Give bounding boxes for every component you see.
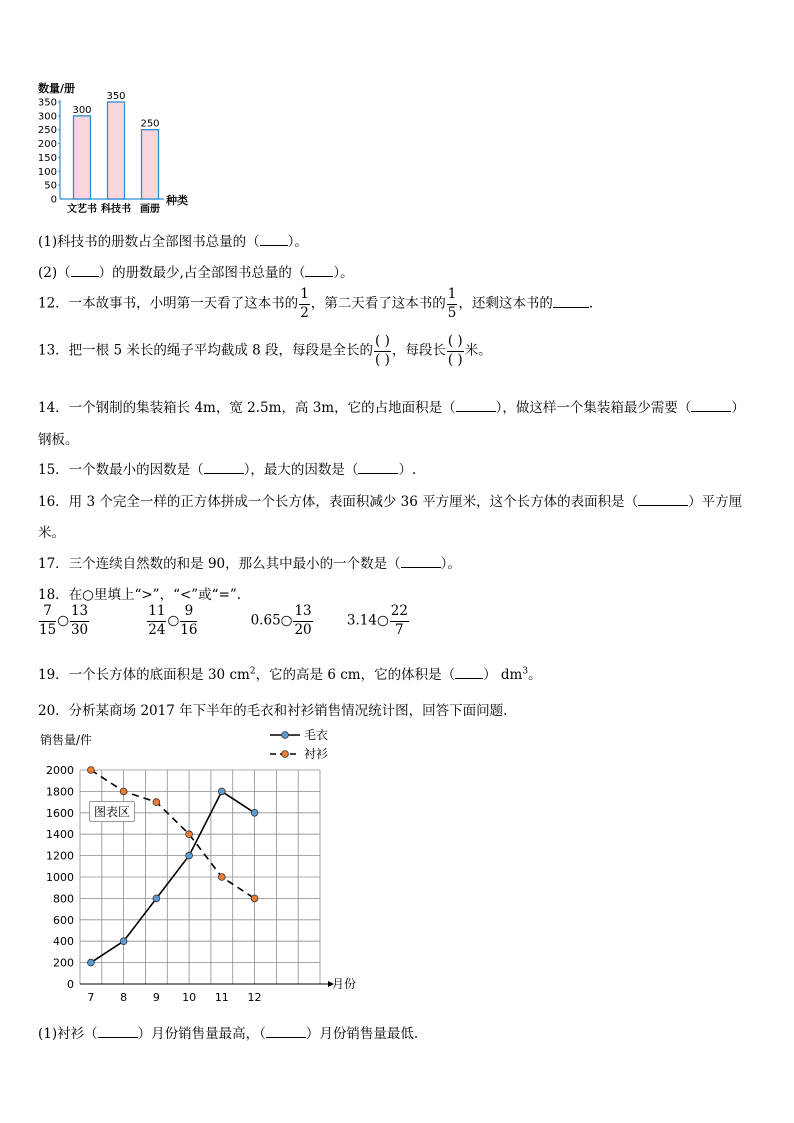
line-x-tick-label: 8 (120, 991, 128, 1004)
series-point-衬衫 (120, 788, 127, 795)
q14-text-c: ） (731, 400, 745, 416)
q12-fraction-2: $\frac{1}{5}$ (447, 286, 457, 321)
q19-text-c: ） (483, 667, 501, 683)
line-x-tick-label: 10 (182, 991, 197, 1004)
line-chart (38, 726, 378, 1010)
line-y-tick-label: 0 (67, 978, 74, 991)
q16-text-a: 16．用 3 个完全一样的正方体拼成一个长方体，表面积减少 36 平方厘米，这个长方体的表面积是（ (38, 494, 639, 510)
q19-unit-dm: dm (500, 667, 523, 683)
q18-item-3: 0.65○ $\frac{13}{20}$ (250, 603, 312, 638)
line-x-tick-label: 12 (247, 991, 262, 1004)
q19-unit-cm: cm (229, 667, 250, 683)
q11-p2-blank-2[interactable] (305, 276, 333, 277)
series-point-毛衣 (218, 788, 225, 795)
line-x-tick-label: 11 (214, 991, 229, 1004)
q15-text-a: 15．一个数最小的因数是（ (38, 462, 204, 478)
q14-text-a: 14．一个钢制的集装箱长 4m，宽 2.5m，高 3m，它的占地面积是（ (38, 400, 456, 416)
q19-text-b: ，它的高是 6 cm，它的体积是（ (255, 667, 456, 683)
series-point-衬衫 (218, 874, 225, 881)
q14-blank-1[interactable] (456, 411, 496, 412)
bar-y-tick-label: 50 (44, 180, 57, 192)
q14-blank-2[interactable] (691, 411, 731, 412)
bar-value-label: 350 (106, 91, 126, 102)
q11-p1-blank[interactable] (260, 245, 288, 246)
bar-y-tick-label: 150 (37, 152, 57, 164)
q14-text-b: ），做这样一个集装箱最少需要（ (495, 400, 692, 416)
q12 (38, 288, 602, 320)
line-y-tick-label: 1000 (46, 871, 74, 884)
q12-text-c: ，还剩这本书的 (458, 295, 553, 312)
line-y-tick-label: 800 (53, 892, 74, 906)
series-point-毛衣 (186, 852, 193, 859)
q13-text-a: 13．把一根 5 米长的绳子平均截成 8 段，每段是全长的 (38, 342, 374, 359)
q18-comparisons (38, 605, 410, 637)
q15-blank-2[interactable] (358, 473, 398, 474)
q17 (38, 552, 461, 572)
series-point-毛衣 (251, 809, 258, 816)
q20-p1-blank-2[interactable] (266, 1037, 306, 1038)
q12-blank[interactable] (553, 307, 589, 308)
line-x-tick-label: 7 (87, 991, 95, 1004)
line-y-tick-label: 1600 (46, 806, 74, 820)
q18-item-2: $\frac{11}{24}$ ○ $\frac{9}{16}$ (148, 603, 198, 638)
q11-p2-text-c: ）。 (333, 265, 354, 281)
q11-part2 (38, 261, 354, 281)
q11-part1 (38, 230, 308, 250)
line-chart-ylabel: 销售量/件 (40, 733, 93, 747)
q15-text-b: ），最大的因数是（ (243, 462, 359, 478)
q15 (38, 458, 416, 478)
legend-marker (282, 732, 289, 739)
q19-sup-1: 2 (249, 666, 256, 677)
q17-blank[interactable] (401, 567, 441, 568)
series-point-毛衣 (153, 895, 160, 902)
q18-item-4: 3.14○ $\frac{22}{7}$ (346, 603, 408, 638)
bar-y-tick-label: 350 (37, 97, 57, 109)
q20-p1-text-b: ）月份销售量最高，（ (137, 1026, 266, 1042)
bar-chart-xlabel: 种类 (166, 194, 188, 207)
q17-text-b: ）。 (440, 556, 461, 572)
q11-p1-text-b: ）。 (287, 234, 308, 250)
series-point-衬衫 (88, 767, 95, 774)
bar-value-label: 250 (140, 118, 160, 130)
q17-text-a: 17．三个连续自然数的和是 90，那么其中最小的一个数是（ (38, 556, 401, 572)
bar-y-tick-label: 250 (37, 125, 57, 137)
q18-item-1: $\frac{7}{15}$ ○ $\frac{13}{30}$ (39, 603, 89, 638)
q14-line2: 钢板。 (38, 432, 79, 448)
q19 (38, 663, 542, 683)
bar-y-tick-label: 200 (37, 139, 57, 151)
q13-fraction-2[interactable]: $\frac{( )}{( )}$ (447, 333, 463, 368)
bar-category-label: 科技书 (101, 204, 131, 215)
q15-text-c: ）. (398, 462, 417, 478)
q19-sup-2: 3 (522, 666, 529, 677)
q20-part1 (38, 1022, 418, 1042)
legend-label: 毛衣 (304, 728, 329, 742)
bar-y-tick-label: 300 (37, 111, 57, 123)
q11-p2-text-a: (2)（ (38, 265, 71, 281)
bar-chart (30, 78, 210, 218)
q18-circle-2[interactable]: ○ (167, 612, 180, 629)
legend-label: 衬衫 (304, 747, 329, 761)
q19-blank[interactable] (455, 678, 483, 679)
q16-blank[interactable] (638, 505, 688, 506)
line-y-tick-label: 600 (53, 913, 74, 927)
q16-line1 (38, 490, 742, 510)
q13 (38, 335, 492, 367)
line-y-tick-label: 400 (53, 935, 74, 949)
bar-value-label: 300 (72, 104, 92, 116)
line-y-tick-label: 2000 (46, 764, 74, 777)
q12-text-a: 12．一本故事书，小明第一天看了这本书的 (38, 295, 299, 312)
q13-text-c: 米。 (464, 342, 492, 359)
q18-circle-1[interactable]: ○ (57, 612, 69, 629)
q18-title: 18．在○里填上“>”，“<”或“=”. (38, 587, 242, 603)
q13-text-b: ，每段长 (391, 342, 446, 359)
series-point-毛衣 (120, 938, 127, 945)
series-point-毛衣 (88, 959, 95, 966)
q19-text-d: 。 (528, 667, 542, 683)
bar-y-tick-label: 0 (50, 194, 57, 206)
line-y-tick-label: 200 (53, 956, 74, 970)
q12-text-b: ，第二天看了这本书的 (310, 295, 446, 312)
q20-title: 20．分析某商场 2017 年下半年的毛衣和衬衫销售情况统计图，回答下面问题. (38, 703, 508, 719)
q19-text-a: 19．一个长方体的底面积是 30 (38, 667, 230, 683)
bar-category-label: 画册 (140, 204, 160, 215)
q11-p2-blank-1[interactable] (71, 276, 99, 277)
line-x-tick-label: 9 (152, 991, 160, 1004)
q15-blank-1[interactable] (204, 473, 244, 474)
q11-p1-text-a: (1)科技书的册数占全部图书总量的（ (38, 234, 260, 250)
line-y-tick-label: 1800 (46, 785, 74, 799)
q12-text-d: ． (588, 295, 603, 312)
series-point-衬衫 (251, 895, 258, 902)
q18-circle-3[interactable]: ○ (280, 612, 293, 629)
bar-chart-ylabel: 数量/册 (38, 82, 76, 95)
q16-text-b: ）平方厘 (688, 494, 743, 510)
q20-p1-text-a: (1)衬衫（ (38, 1026, 98, 1042)
q11-p2-text-b: ）的册数最少,占全部图书总量的（ (98, 265, 306, 281)
series-point-衬衫 (186, 831, 193, 838)
q20-p1-blank-1[interactable] (98, 1037, 138, 1038)
bar-y-tick-label: 100 (37, 166, 57, 178)
q20-p1-text-c: ）月份销售量最低. (305, 1026, 419, 1042)
legend-marker (282, 751, 289, 758)
line-chart-xlabel: 月份 (332, 977, 357, 991)
bar-category-label: 文艺书 (67, 204, 97, 215)
bar-2 (108, 102, 125, 199)
line-y-tick-label: 1400 (46, 828, 74, 842)
series-point-衬衫 (153, 799, 160, 806)
q13-fraction-1[interactable]: $\frac{( )}{( )}$ (375, 333, 390, 368)
q12-fraction-1: $\frac{1}{2}$ (300, 286, 309, 321)
q16-line2: 米。 (38, 525, 65, 541)
q14-line1 (38, 396, 745, 416)
line-y-tick-label: 1200 (46, 849, 74, 863)
q18-circle-4[interactable]: ○ (376, 612, 389, 629)
bar-1 (74, 116, 91, 199)
chart-area-label: 图表区 (89, 801, 135, 822)
bar-3 (142, 130, 159, 199)
